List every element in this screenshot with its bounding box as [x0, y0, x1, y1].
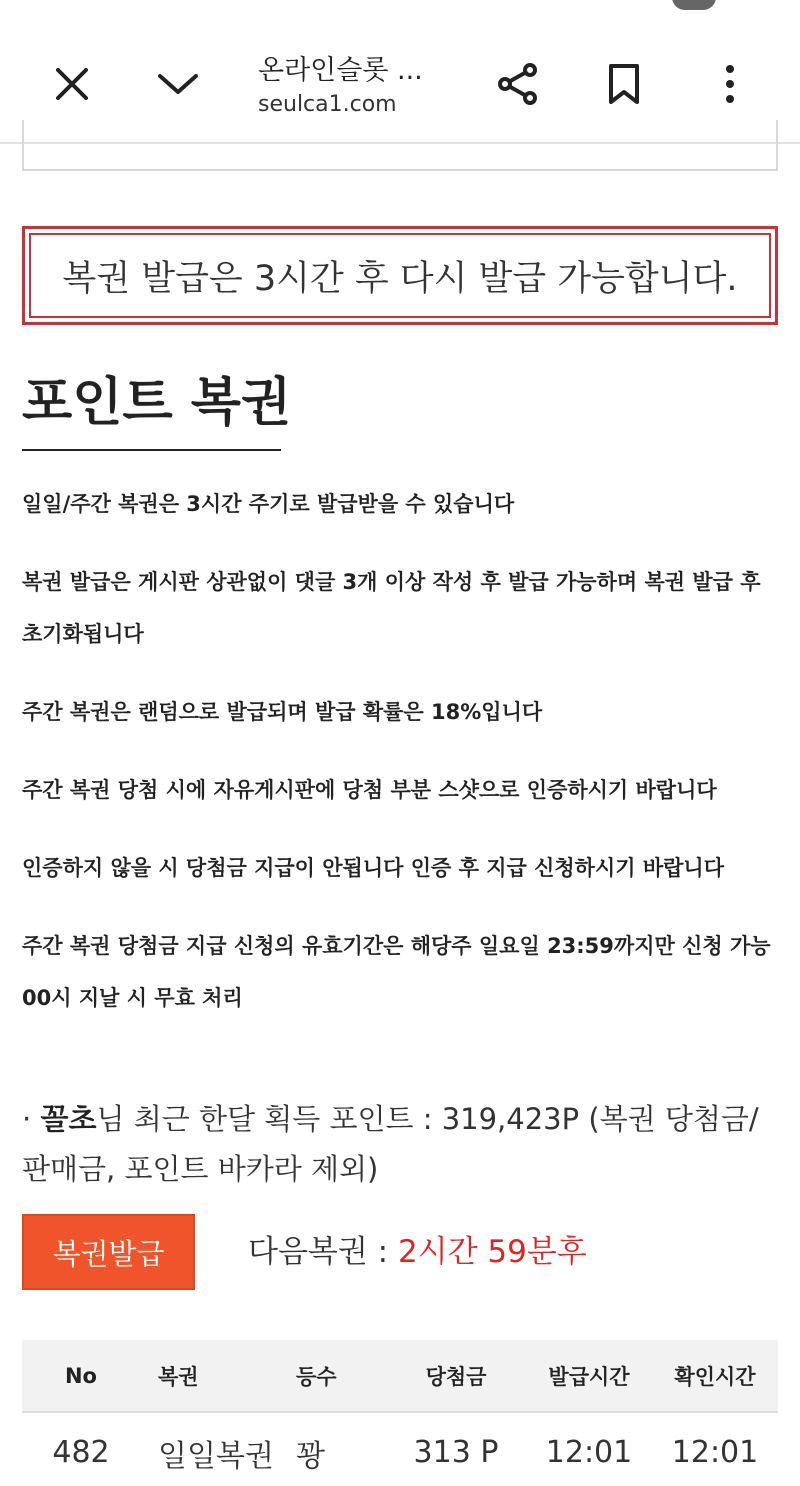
col-prize: 당첨금	[386, 1340, 526, 1412]
table-row	[22, 1412, 778, 1486]
status-icons	[620, 0, 760, 4]
rule-item: 일일/주간 복권은 3시간 주기로 발급받을 수 있습니다	[22, 492, 515, 516]
points-text: 님 최근 한달 획득 포인트 : 319,423P (복권 당첨금/판매금, 포인트 바카라 제외)	[22, 1102, 759, 1186]
col-no: No	[22, 1340, 140, 1412]
page-title[interactable]: 온라인슬롯 ...	[258, 55, 423, 86]
points-summary	[22, 1094, 782, 1194]
col-rank: 등수	[288, 1340, 386, 1412]
next-lottery-time: 2시간 59분후	[397, 1234, 587, 1270]
cell-rank: 꽝	[296, 1438, 325, 1474]
cell-prize: 313 P	[413, 1435, 499, 1470]
rules-list	[22, 478, 782, 1050]
lottery-table	[22, 1340, 778, 1486]
rule-item: 주간 복권 당첨 시에 자유게시판에 당첨 부분 스샷으로 인증하시기 바랍니다	[22, 778, 717, 802]
notice-box	[22, 226, 778, 325]
rule-item: 복권 발급은 게시판 상관없이 댓글 3개 이상 작성 후 발급 가능하며 복권 발급 후 초기화됩니다	[22, 570, 761, 646]
col-issue-time: 발급시간	[526, 1340, 652, 1412]
username: 꼴초	[40, 1102, 97, 1136]
notice-text: 복권 발급은 3시간 후 다시 발급 가능합니다.	[29, 233, 771, 318]
page-url[interactable]: seulca1.com	[258, 92, 397, 117]
cell-issue-time: 12:01	[545, 1435, 633, 1470]
previous-content-box	[22, 120, 778, 171]
table-header-row	[22, 1340, 778, 1412]
next-lottery-label: 다음복권 :	[248, 1234, 398, 1270]
cell-no: 482	[52, 1435, 110, 1470]
chevron-down-icon[interactable]	[150, 56, 206, 112]
bookmark-icon[interactable]	[596, 56, 652, 112]
battery-icon	[672, 0, 716, 10]
section-title: 포인트 복권	[22, 360, 281, 451]
more-vert-icon[interactable]	[702, 56, 758, 112]
cell-check-time: 12:01	[671, 1435, 759, 1470]
cell-lottery: 일일복권	[158, 1438, 274, 1474]
rule-item: 주간 복권 당첨금 지급 신청의 유효기간은 해당주 일요일 23:59까지만 신청 가능 00시 지날 시 무효 처리	[22, 934, 771, 1010]
col-check-time: 확인시간	[652, 1340, 778, 1412]
close-icon[interactable]	[44, 56, 100, 112]
rule-item: 주간 복권은 랜덤으로 발급되며 발급 확률은 18%입니다	[22, 700, 543, 724]
col-lottery: 복권	[140, 1340, 288, 1412]
bullet: ·	[22, 1102, 32, 1136]
status-bar	[0, 0, 800, 10]
rule-item: 인증하지 않을 시 당첨금 지급이 안됩니다 인증 후 지급 신청하시기 바랍니다	[22, 856, 724, 880]
next-lottery	[248, 1226, 587, 1271]
share-icon[interactable]	[490, 56, 546, 112]
issue-lottery-button[interactable]: 복권발급	[22, 1214, 195, 1290]
